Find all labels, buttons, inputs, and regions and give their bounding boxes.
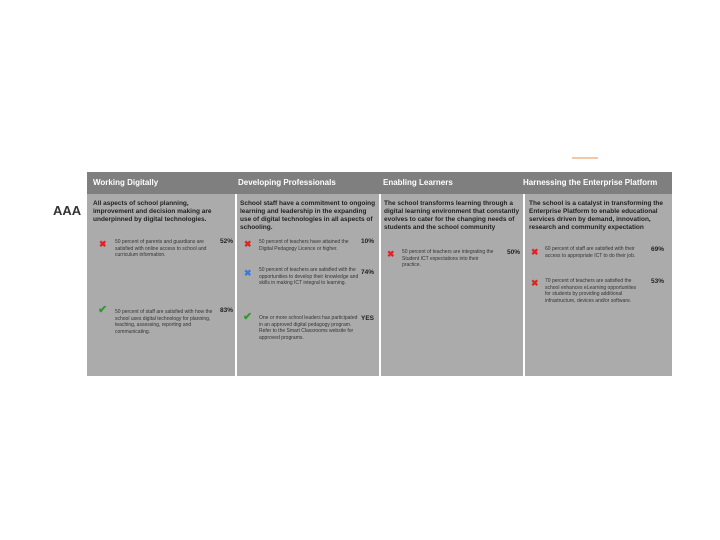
criterion-text: 50 percent of teachers are integrating the Student ICT expectations into their practice.: [402, 249, 494, 268]
cross-icon: ✖: [244, 239, 252, 249]
criterion-value: 69%: [651, 246, 665, 253]
check-icon: ✔: [243, 311, 253, 323]
column-heading: The school transforms learning through a digital learning environment that constantly evolves to cater for the changing needs of students and the school community: [384, 200, 520, 231]
column-enabling-learners: [381, 194, 523, 376]
row-label: AAA: [53, 203, 82, 218]
criterion-text: One or more school leaders has participated in an approved digital pedagogy program. Refer to the Smart Classrooms website for approved programs.: [259, 315, 358, 341]
column-working-digitally: [87, 194, 235, 376]
cross-icon: ✖: [387, 249, 395, 259]
header-enabling-learners: Enabling Learners: [383, 178, 453, 187]
criterion-value: 50%: [507, 249, 521, 256]
header-developing-professionals: Developing Professionals: [238, 178, 336, 187]
check-icon: ✔: [98, 304, 108, 316]
decorative-line: [572, 157, 598, 159]
column-heading: All aspects of school planning, improvement and decision making are underpinned by digital technologies.: [93, 200, 212, 223]
scorecard-table: [47, 172, 672, 376]
header-row: [87, 172, 672, 194]
criterion-value: 83%: [220, 307, 234, 314]
criterion-text: 50 percent of staff are satisfied with how the school uses digital technology for planning, teaching, assessing, reporting and communicating.: [115, 309, 213, 335]
row-label-cell: [47, 172, 87, 376]
criterion-value: 52%: [220, 238, 234, 245]
header-working-digitally: Working Digitally: [93, 178, 159, 187]
criterion-value: YES: [361, 315, 375, 322]
column-heading: School staff have a commitment to ongoing learning and leadership in the expanding use of digital technologies in all aspects of schooling.: [240, 200, 376, 231]
cross-icon: ✖: [99, 239, 107, 249]
column-developing-professionals: [237, 194, 379, 376]
criterion-text: 70 percent of teachers are satisfied the school enhances eLearning opportunities for students by providing additional infrastructure, devices and/or software.: [545, 278, 637, 304]
criterion-value: 10%: [361, 238, 375, 245]
criterion-text: 50 percent of parents and guardians are satisfied with online access to school and curriculum information.: [115, 239, 207, 258]
cross-icon: ✖: [531, 247, 539, 257]
cross-icon: ✖: [244, 268, 252, 278]
criterion-text: 50 percent of teachers have attained the Digital Pedagogy Licence or higher.: [259, 239, 349, 252]
criterion-text: 60 percent of staff are satisfied with their access to appropriate ICT to do their job.: [545, 246, 636, 259]
criterion-value: 53%: [651, 278, 665, 285]
column-heading: The school is a catalyst in transforming the Enterprise Platform to enable educational services driven by demand, innovation, research and community expectation: [529, 200, 664, 231]
criterion-value: 74%: [361, 269, 375, 276]
column-enterprise-platform: [525, 194, 672, 376]
criterion-text: 50 percent of teachers are satisfied with the opportunities to develop their knowledge and skills in making ICT integral to learning.: [259, 267, 359, 286]
header-enterprise-platform: Harnessing the Enterprise Platform: [523, 178, 658, 187]
cross-icon: ✖: [531, 278, 539, 288]
